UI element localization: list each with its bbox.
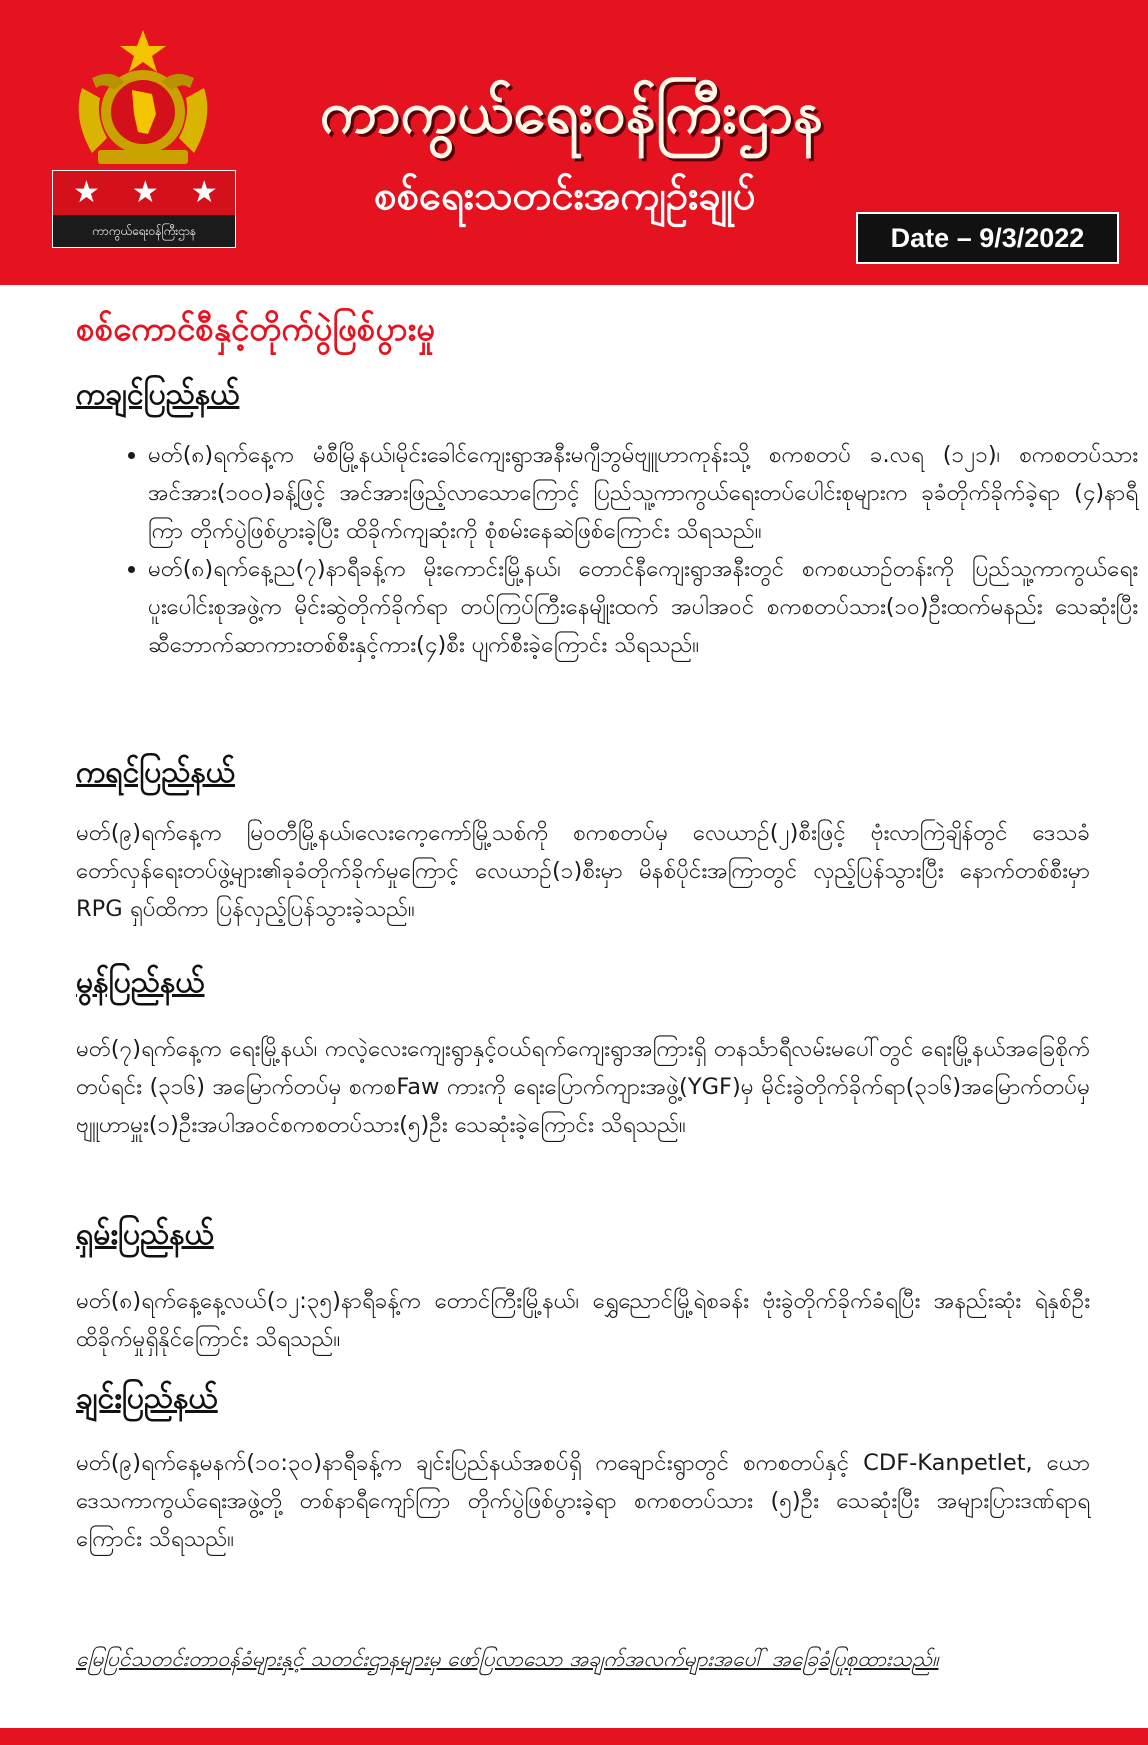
header-banner: [0, 0, 1148, 285]
section-title-mon: မွန်ပြည်နယ်: [76, 965, 205, 1000]
mon-paragraph: မတ်(၇)ရက်နေ့က ရေးမြို့နယ်၊ ကလဲ့လေးကျေးရွာနှင့်ဝယ်ရက်ကျေးရွာအကြားရှိ တနင်္သာရီလမ်းမပေါ်တွင် ရေးမြို့နယ်အခြေစိုက် တပ်ရင်း (၃၁၆) အမြောက်တပ်မှ စကစFaw ကားကို ရေးပြောက်ကျားအဖွဲ့(YGF)မှ မိုင်းခွဲတိုက်ခိုက်ရာ(၃၁၆)အမြောက်တပ်မှ ဗျူဟာမှူး(၁)ဦးအပါအဝင်စကစတပ်သား(၅)ဦး သေဆုံးခဲ့ကြောင်း သိရသည်။: [76, 1036, 1090, 1138]
bulletin-subtitle: စစ်ရေးသတင်းအကျဉ်းချုပ်: [374, 173, 756, 219]
logo-caption: ကာကွယ်ရေးဝန်ကြီးဌာန: [91, 224, 197, 238]
emblem-icon: [52, 28, 234, 168]
source-footnote: မြေပြင်သတင်းတာဝန်ခံများနှင့် သတင်းဌာနများမှ ဖော်ပြလာသော အချက်အလက်များအပေါ် အခြေခံပြုစုထားသည်။: [76, 1647, 939, 1671]
section-title-kachin: ကချင်ပြည်နယ်: [76, 377, 240, 412]
date-badge: Date – 9/3/2022: [856, 212, 1119, 264]
section-title-chin: ချင်းပြည်နယ်: [76, 1381, 218, 1416]
logo-flag: [52, 170, 250, 248]
kachin-bullet-list: [100, 436, 1138, 664]
list-item: • မတ်(၈)ရက်နေ့က မံစီမြို့နယ်၊မိုင်းခေါင်ကျေးရွာအနီးမဂျီဘွမ်ဗျူဟာကုန်းသို့ စကစတပ် ခ.လရ (၁၂၁)၊ စကစတပ်သား အင်အား(၁၀၀)ခန့်ဖြင့် အင်အားဖြည့်လာသောကြောင့် ပြည်သူ့ကာကွယ်ရေးတပ်ပေါင်းစုများက ခုခံတိုက်ခိုက်ခဲ့ရာ (၄)နာရီကြာ တိုက်ပွဲဖြစ်ပွားခဲ့ပြီး ထိခိုက်ကျဆုံးကို စုံစမ်းနေဆဲဖြစ်ကြောင်း သိရသည်။: [148, 436, 1138, 550]
chin-paragraph: မတ်(၉)ရက်နေ့မနက်(၁၀:၃၀)နာရီခန့်က ချင်းပြည်နယ်အစပ်ရှိ ကချောင်းရွာတွင် စကစတပ်နှင့် CDF-Kanpetlet, ယောဒေသကာကွယ်ရေးအဖွဲ့တို့ တစ်နာရီကျော်ကြာ တိုက်ပွဲဖြစ်ပွားခဲ့ရာ စကစတပ်သား (၅)ဦး သေဆုံးပြီး အများပြားဒဏ်ရာရကြောင်း သိရသည်။: [76, 1450, 1090, 1552]
karen-paragraph: မတ်(၉)ရက်နေ့က မြဝတီမြို့နယ်၊လေးကေ့ကော်မြို့သစ်ကို စကစတပ်မှ လေယာဉ်(၂)စီးဖြင့် ဗုံးလာကြဲချိန်တွင် ဒေသခံတော်လှန်ရေးတပ်ဖွဲ့များ၏ခုခံတိုက်ခိုက်မှုကြောင့် လေယာဉ်(၁)စီးမှာ မိနစ်ပိုင်းအကြာတွင် လှည့်ပြန်သွားပြီး နောက်တစ်စီးမှာ RPG ရှပ်ထိကာ ပြန်လှည့်ပြန်သွားခဲ့သည်။: [76, 820, 1090, 922]
logo-stars: ★★★: [53, 171, 235, 215]
section-title-karen: ကရင်ပြည်နယ်: [76, 755, 236, 790]
ministry-title: ကာကွယ်ရေးဝန်ကြီးဌာန: [320, 78, 824, 146]
ministry-logo: [52, 28, 250, 246]
main-heading: စစ်ကောင်စီနှင့်တိုက်ပွဲဖြစ်ပွားမှု: [76, 309, 435, 348]
bottom-bar: [0, 1728, 1148, 1745]
shan-paragraph: မတ်(၈)ရက်နေ့နေ့လယ်(၁၂:၃၅)နာရီခန့်က တောင်ကြီးမြို့နယ်၊ ရွှေညောင်မြို့ရဲစခန်း ဗုံးခွဲတိုက်ခိုက်ခံရပြီး အနည်းဆုံး ရဲနှစ်ဦး ထိခိုက်မှုရှိနိုင်ကြောင်း သိရသည်။: [76, 1288, 1090, 1352]
section-title-shan: ရှမ်းပြည်နယ်: [76, 1217, 214, 1252]
list-item: • မတ်(၈)ရက်နေ့ည(၇)နာရီခန့်က မိုးကောင်းမြို့နယ်၊ တောင်နီကျေးရွာအနီးတွင် စကစယာဉ်တန်းကို ပြည်သူ့ကာကွယ်ရေးပူးပေါင်းစုအဖွဲ့က မိုင်းဆွဲတိုက်ခိုက်ရာ တပ်ကြပ်ကြီးနေမျိုးထက် အပါအဝင် စကစတပ်သား(၁၀)ဦးထက်မနည်း သေဆုံးပြီး ဆီဘောက်ဆာကားတစ်စီးနှင့်ကား(၄)စီး ပျက်စီးခဲ့ကြောင်း သိရသည်။: [148, 550, 1138, 664]
